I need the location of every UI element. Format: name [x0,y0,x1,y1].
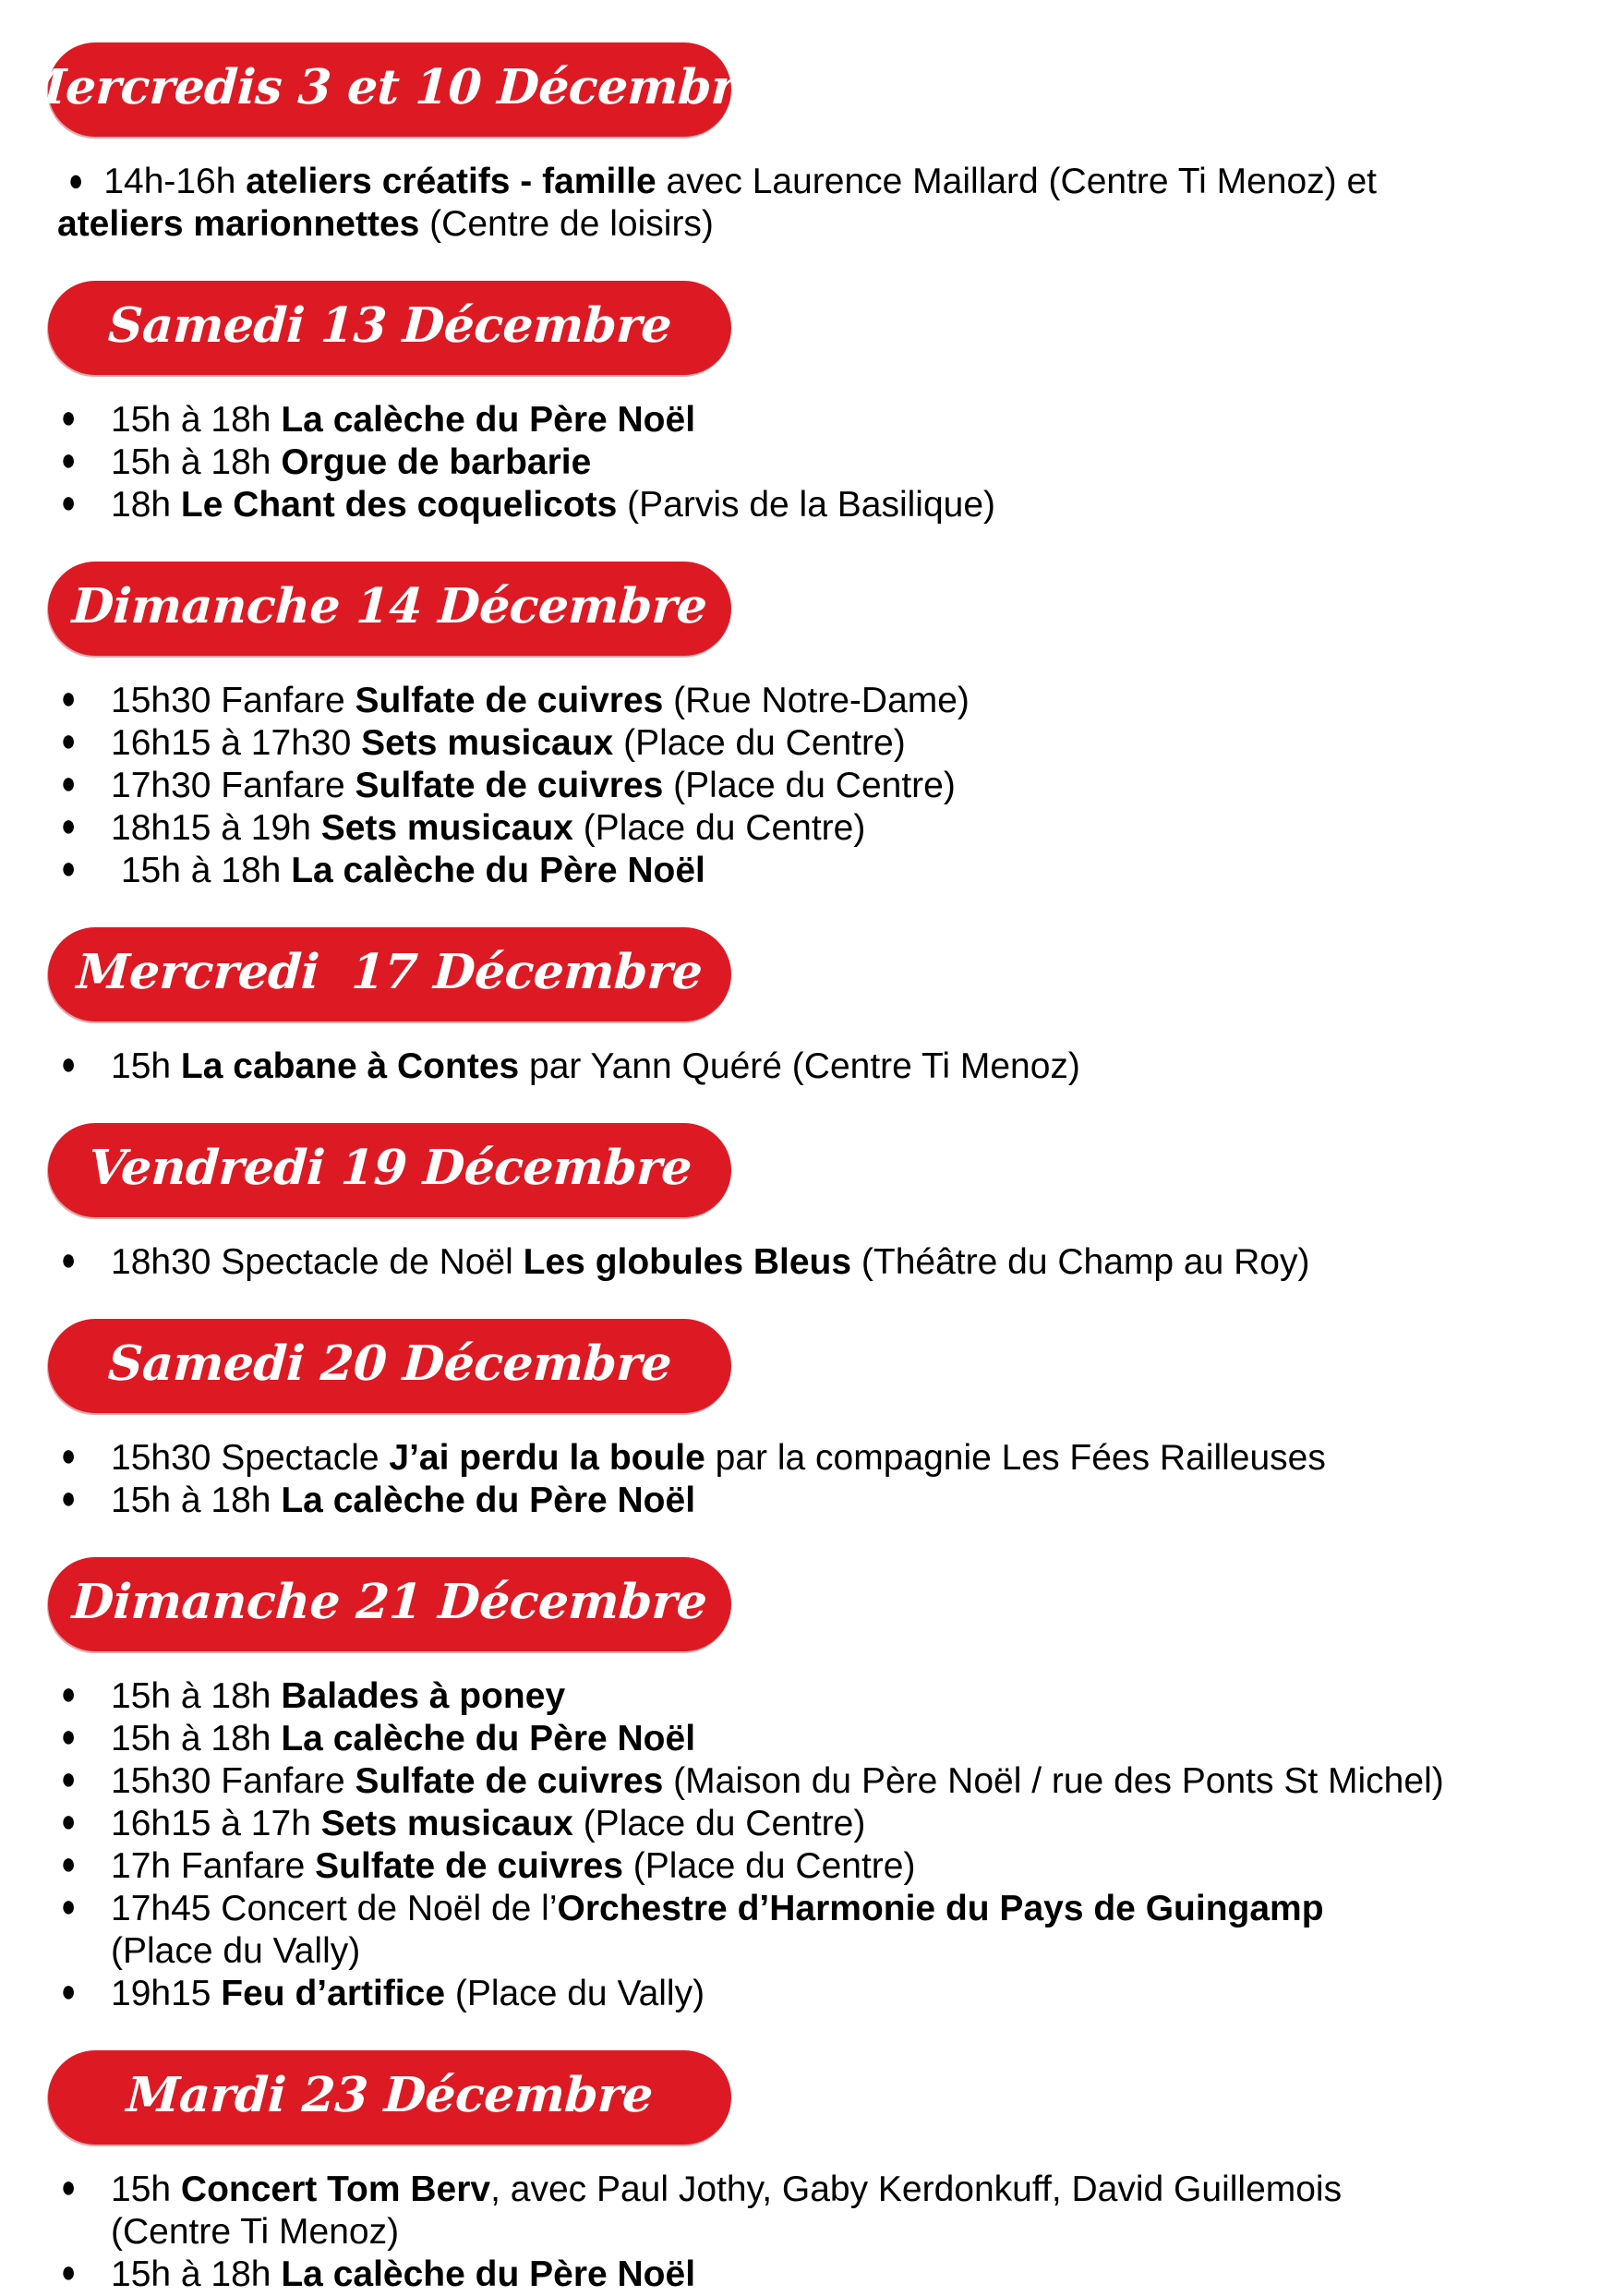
event-detail-text: (Place du Centre) [663,766,956,805]
event-detail-text: (Place du Vally) [445,1974,705,2013]
event-text-line [61,850,1586,892]
event-text-line [61,807,1586,850]
event-item [48,161,1586,246]
event-list [48,161,1586,246]
event-detail-text: 18h30 Spectacle de Noël [111,1242,524,1282]
date-section [48,281,1586,526]
event-name-text: Feu d’artifice [221,1974,446,2013]
event-list [48,399,1586,526]
event-text-line [61,1803,1586,1845]
bullet-icon: ● [61,1242,77,1277]
event-detail-text: 18h [111,485,181,525]
sections-container [11,42,1586,2296]
event-item [48,2254,1586,2296]
event-detail-text: par Yann Quéré (Centre Ti Menoz) [519,1046,1080,1086]
event-text-line [61,1480,1586,1522]
event-text-line [61,484,1586,526]
bullet-icon: ● [61,2169,77,2205]
bullet-icon: ● [61,851,77,886]
event-name-text: Sulfate de cuivres [355,1761,664,1801]
event-text-line [57,161,1586,203]
event-detail-text: 14h-16h [103,162,247,201]
event-text-line [61,1675,1586,1718]
event-item [48,1845,1586,1888]
event-item [48,1480,1586,1522]
event-name-text: ateliers créatifs - famille [246,162,656,201]
date-header-label: Dimanche 14 Décembre [70,577,709,634]
event-text-line [61,2169,1586,2211]
event-item [48,722,1586,765]
event-item [48,850,1586,892]
event-detail-text: 15h à 18h [111,1676,282,1716]
event-detail-text: 15h à 18h [111,1719,282,1758]
event-detail-text: 15h30 Fanfare [111,1761,355,1801]
date-header-label: Mercredi 17 Décembre [75,943,705,1000]
event-name-text: La calèche du Père Noël [281,400,696,440]
event-detail-text: 15h à 18h [111,2254,282,2294]
date-section [48,1319,1586,1522]
event-item [48,2169,1586,2254]
event-name-text: Les globules Bleus [523,1242,852,1282]
event-detail-text: 18h15 à 19h [111,808,321,848]
event-name-text: La calèche du Père Noël [281,1719,696,1758]
event-name-text: La calèche du Père Noël [281,1480,696,1520]
event-name-text: Sets musicaux [361,723,614,763]
event-detail-text: (Maison du Père Noël / rue des Ponts St Michel) [663,1761,1444,1801]
event-detail-text: (Centre Ti Menoz) [111,2212,400,2252]
event-name-text: Sulfate de cuivres [355,766,664,805]
event-text-line [111,1930,1586,1973]
event-detail-text: 15h à 18h [111,442,282,482]
date-header-label: Mardi 23 Décembre [125,2066,655,2123]
event-text-line [57,203,1586,246]
event-text-line [61,441,1586,484]
bullet-icon: ● [61,1804,77,1839]
bullet-icon: ● [61,442,77,477]
event-name-text: Orchestre d’Harmonie du Pays de Guingamp [557,1889,1324,1928]
event-name-text: Sets musicaux [320,1804,573,1843]
event-detail-text: 15h [111,2169,181,2209]
event-detail-text: 19h15 [111,1974,222,2013]
event-item [48,1973,1586,2015]
event-detail-text: (Parvis de la Basilique) [617,485,995,525]
event-text-line [61,1045,1586,1088]
event-name-text: Sulfate de cuivres [355,681,664,720]
event-name-text: La calèche du Père Noël [281,2254,696,2294]
event-item [48,1437,1586,1480]
date-header-label: Mercredis 3 et 10 Décembre [11,58,768,115]
event-text-line [61,765,1586,807]
event-text-line [61,1437,1586,1480]
event-detail-text: (Théâtre du Champ au Roy) [851,1242,1310,1282]
bullet-icon: ● [61,1761,77,1796]
event-name-text: Concert Tom Berv [180,2169,491,2209]
event-list [48,1437,1586,1522]
date-section [11,42,1586,246]
event-text-line [61,1888,1586,1930]
event-detail-text: (Rue Notre-Dame) [663,681,970,720]
event-detail-text: (Place du Centre) [622,1846,916,1886]
date-section [48,1557,1586,2015]
date-header-label: Samedi 20 Décembre [106,1335,673,1392]
event-item [48,1718,1586,1760]
event-name-text: Orgue de barbarie [281,442,592,482]
event-detail-text: 16h15 à 17h [111,1804,321,1843]
event-detail-text: 15h à 18h [111,851,292,890]
date-header-label: Dimanche 21 Décembre [70,1573,709,1630]
bullet-icon: ● [61,1046,77,1082]
bullet-icon: ● [61,1974,77,2009]
event-detail-text: avec Laurence Maillard (Centre Ti Menoz) et [656,162,1378,201]
event-detail-text: (Centre de loisirs) [419,204,714,244]
event-list [48,1045,1586,1088]
date-header-pill [48,1319,731,1413]
event-name-text: La cabane à Contes [180,1046,520,1086]
event-name-text: Le Chant des coquelicots [180,485,618,525]
event-detail-text: , avec Paul Jothy, Gaby Kerdonkuff, David Guillemois [490,2169,1343,2209]
event-name-text: J’ai perdu la boule [389,1438,705,1478]
event-item [48,441,1586,484]
event-detail-text: (Place du Vally) [111,1931,361,1971]
event-detail-text: 15h30 Spectacle [111,1438,390,1478]
event-name-text: Sets musicaux [320,808,573,848]
event-item [48,807,1586,850]
event-name-text: ateliers marionnettes [57,204,420,244]
bullet-icon: ● [61,723,77,758]
event-text-line [61,1718,1586,1760]
bullet-icon: ● [61,1676,77,1711]
bullet-icon: ● [61,400,77,435]
event-detail-text: 17h Fanfare [111,1846,316,1886]
event-item [48,680,1586,722]
event-name-text: Sulfate de cuivres [315,1846,623,1886]
date-header-pill [48,1557,731,1651]
date-section [48,562,1586,892]
event-text-line [111,2211,1586,2254]
date-header-pill [48,1123,731,1217]
bullet-icon: ● [61,1889,77,1924]
event-detail-text: 15h [111,1046,181,1086]
bullet-icon: ● [61,1480,77,1516]
bullet-icon: ● [61,808,77,843]
event-item [48,1675,1586,1718]
event-detail-text: 17h30 Fanfare [111,766,355,805]
event-detail-text: par la compagnie Les Fées Railleuses [705,1438,1326,1478]
event-list [48,2169,1586,2296]
event-name-text: Balades à poney [281,1676,566,1716]
event-detail-text: 16h15 à 17h30 [111,723,362,763]
bullet-icon: ● [61,1846,77,1881]
event-detail-text: (Place du Centre) [572,808,866,848]
bullet-icon: ● [68,163,84,199]
bullet-icon: ● [61,681,77,716]
event-list [48,1241,1586,1284]
event-detail-text: 15h à 18h [111,1480,282,1520]
event-list [48,680,1586,892]
event-list [48,1675,1586,2015]
event-item [48,1888,1586,1973]
event-detail-text: 15h30 Fanfare [111,681,355,720]
date-header-pill [11,42,768,137]
event-detail-text: 15h à 18h [111,400,282,440]
event-item [48,1045,1586,1088]
event-item [48,1760,1586,1803]
event-text-line [61,1845,1586,1888]
event-item [48,484,1586,526]
bullet-icon: ● [61,485,77,520]
event-detail-text: (Place du Centre) [572,1804,866,1843]
date-header-label: Samedi 13 Décembre [106,296,673,354]
event-text-line [61,1760,1586,1803]
date-header-label: Vendredi 19 Décembre [87,1139,693,1196]
bullet-icon: ● [61,1719,77,1754]
event-detail-text: (Place du Centre) [613,723,906,763]
event-text-line [61,399,1586,441]
event-text-line [61,680,1586,722]
event-name-text: La calèche du Père Noël [291,851,705,890]
event-text-line [61,1241,1586,1284]
date-header-pill [48,281,731,375]
event-item [48,765,1586,807]
event-item [48,1803,1586,1845]
date-header-pill [48,927,731,1021]
event-text-line [61,722,1586,765]
event-detail-text: 17h45 Concert de Noël de l’ [111,1889,558,1928]
event-item [48,399,1586,441]
date-header-pill [48,2050,731,2145]
bullet-icon: ● [61,766,77,801]
bullet-icon: ● [61,2254,77,2290]
date-section [48,927,1586,1088]
event-item [48,1241,1586,1284]
bullet-icon: ● [61,1438,77,1473]
date-header-pill [48,562,731,656]
date-section [48,1123,1586,1284]
event-text-line [61,1973,1586,2015]
event-text-line [61,2254,1586,2296]
date-section [48,2050,1586,2296]
